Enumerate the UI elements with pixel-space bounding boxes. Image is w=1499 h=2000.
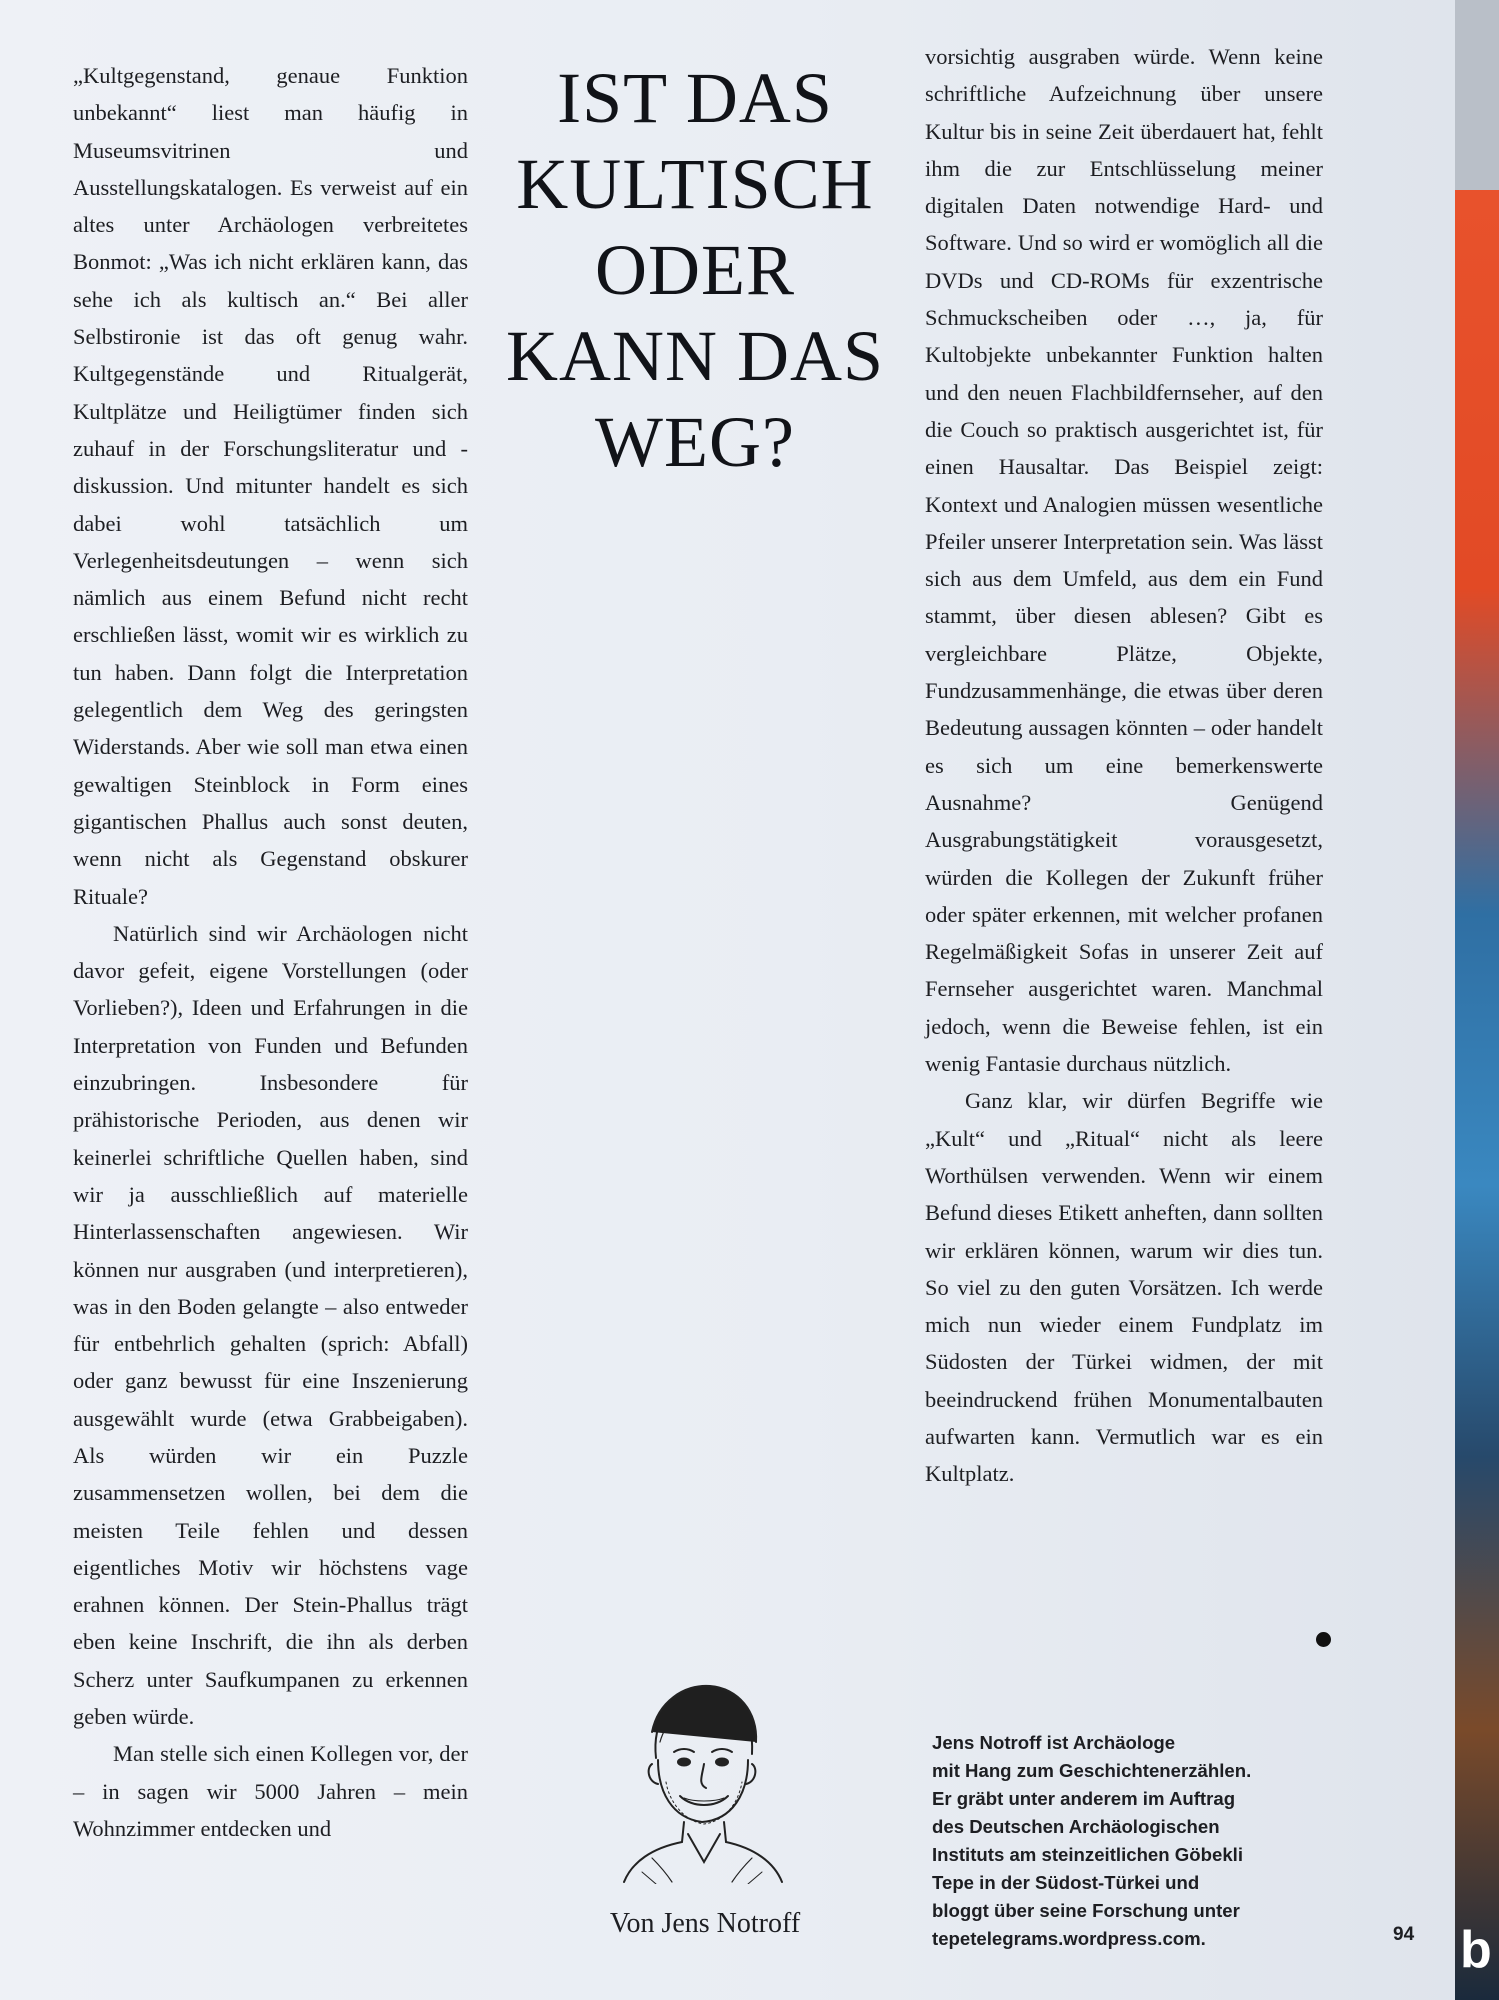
bio-line-5: Instituts am steinzeitlichen Göbekli: [932, 1844, 1243, 1865]
next-page-edge: [1455, 190, 1499, 2000]
left-paragraph-1: „Kultgegenstand, genaue Funktion unbekannt“ liest man häufig in Museumsvitrinen und Ausstellungskatalogen. Es verweist auf ein altes unter Archäologen verbreitetes Bonmot: „Was ich nicht erklären kann, das sehe ich als kultisch an.“ Bei aller Selbstironie ist das oft genug wahr. Kultgegenstände und Ritualgerät, Kultplätze und Heiligtümer finden sich zuhauf in der Forschungsliteratur und -diskussion. Und mitunter handelt es sich dabei wohl tatsächlich um Verlegenheitsdeutungen – wenn sich nämlich aus einem Befund nicht recht erschließen lässt, womit wir es wirklich zu tun haben. Dann folgt die Interpretation gelegentlich dem Weg des geringsten Widerstands. Aber wie soll man etwa einen gewaltigen Steinblock in Form eines gigantischen Phallus auch sonst deuten, wenn nicht als Gegenstand obskurer Rituale?: [73, 63, 468, 909]
headline-line-2: KULTISCH: [516, 144, 874, 224]
headline-line-1: IST DAS: [557, 58, 833, 138]
bio-line-7: bloggt über seine Forschung unter: [932, 1900, 1240, 1921]
author-portrait-icon: [612, 1672, 792, 1884]
end-mark-icon: [1316, 1632, 1331, 1647]
bio-line-2: mit Hang zum Geschichtenerzählen.: [932, 1760, 1252, 1781]
headline-line-5: WEG?: [595, 402, 795, 482]
author-byline: Von Jens Notroff: [609, 1908, 801, 1939]
headline-line-3: ODER: [595, 230, 795, 310]
right-text-column: [925, 38, 1323, 1493]
page-number: 94: [1393, 1924, 1415, 1945]
bio-line-8: tepetelegrams.wordpress.com.: [932, 1928, 1206, 1949]
bio-line-4: des Deutschen Archäologischen: [932, 1816, 1220, 1837]
bio-line-6: Tepe in der Südost-Türkei und: [932, 1872, 1200, 1893]
right-paragraph-2: Ganz klar, wir dürfen Begriffe wie „Kult“ und „Ritual“ nicht als leere Worthülsen verwenden. Wenn wir einem Befund dieses Etikett anheften, dann sollten wir erklären können, warum wir dies tun. So viel zu den guten Vorsätzen. Ich werde mich nun wieder einem Fundplatz im Südosten der Türkei widmen, der mit beeindruckend frühen Monumentalbauten aufwarten kann. Vermutlich war es ein Kultplatz.: [925, 1088, 1323, 1487]
left-paragraph-2: Natürlich sind wir Archäologen nicht davor gefeit, eigene Vorstellungen (oder Vorlieben?), Ideen und Erfahrungen in die Interpretation von Funden und Befunden einzubringen. Insbesondere für prähistorische Perioden, aus denen wir keinerlei schriftliche Quellen haben, sind wir ja ausschließlich auf materielle Hinterlassenschaften angewiesen. Wir können nur ausgraben (und interpretieren), was in den Boden gelangte – also entweder für entbehrlich gehalten (sprich: Abfall) oder ganz bewusst für eine Inszenierung ausgewählt wurde (etwa Grabbeigaben). Als würden wir ein Puzzle zusammensetzen wollen, bei dem die meisten Teile fehlen und dessen eigentliches Motiv wir höchstens vage erahnen können. Der Stein-Phallus trägt eben keine Inschrift, die ihn als derben Scherz unter Saufkumpanen zu erkennen geben würde.: [73, 920, 468, 1730]
left-paragraph-3: Man stelle sich einen Kollegen vor, der – in sagen wir 5000 Jahren – mein Wohnzimmer entdecken und: [73, 1741, 468, 1841]
bio-line-1: Jens Notroff ist Archäologe: [932, 1732, 1176, 1753]
author-bio: [932, 1729, 1312, 1953]
headline-line-4: KANN DAS: [505, 316, 885, 396]
right-paragraph-1: vorsichtig ausgraben würde. Wenn keine schriftliche Aufzeichnung über unsere Kultur bis in seine Zeit überdauert hat, fehlt ihm die zur Entschlüsselung meiner digitalen Daten notwendige Hard- und Software. Und so wird er womöglich all die DVDs und CD-ROMs für exzentrische Schmuckscheiben oder …, ja, für Kultobjekte unbekannter Funktion halten und den neuen Flachbildfernseher, auf den die Couch so praktisch ausgerichtet ist, für einen Hausaltar. Das Beispiel zeigt: Kontext und Analogien müssen wesentliche Pfeiler unserer Interpretation sein. Was lässt sich aus dem Umfeld, aus dem ein Fund stammt, über diesen ablesen? Gibt es vergleichbare Plätze, Objekte, Fundzusammenhänge, die etwas über deren Bedeutung aussagen könnten – oder handelt es sich um eine bemerkenswerte Ausnahme? Genügend Ausgrabungstätigkeit vorausgesetzt, würden die Kollegen der Zukunft früher oder später erkennen, mit welcher profanen Regelmäßigkeit Sofas in unserer Zeit auf Fernseher ausgerichtet waren. Manchmal jedoch, wenn die Beweise fehlen, ist ein wenig Fantasie durchaus nützlich.: [925, 44, 1323, 1077]
next-page-edge-letter: b: [1460, 1921, 1492, 1979]
bio-line-3: Er gräbt unter anderem im Auftrag: [932, 1788, 1236, 1809]
left-text-column: [73, 57, 468, 1847]
article-headline: [490, 55, 900, 485]
